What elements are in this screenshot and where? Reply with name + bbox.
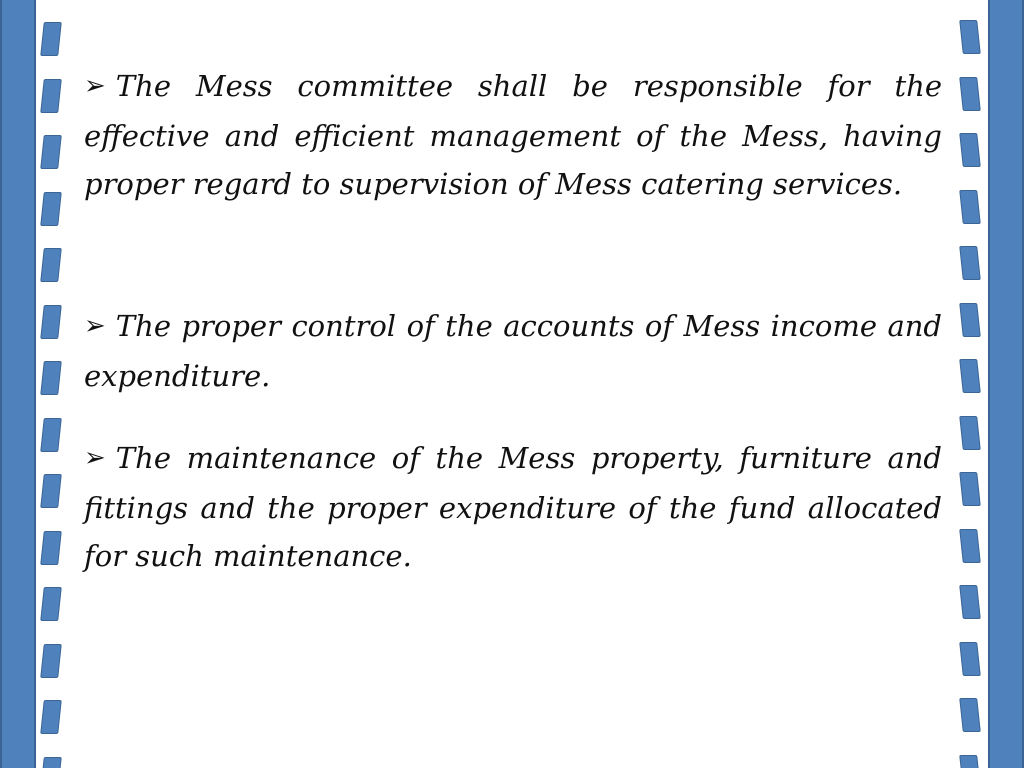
left-film-perforation — [40, 192, 62, 226]
right-film-perforation — [959, 246, 981, 280]
left-film-perforation — [40, 700, 62, 734]
right-film-perforation — [959, 529, 981, 563]
bullet-item — [84, 62, 942, 208]
right-film-perforation — [959, 359, 981, 393]
left-film-perforation — [40, 135, 62, 169]
right-film-perforation — [959, 642, 981, 676]
left-film-perforation — [40, 418, 62, 452]
left-film-strip — [40, 0, 64, 768]
left-film-perforation — [40, 531, 62, 565]
left-film-perforation — [40, 474, 62, 508]
left-film-perforation — [40, 587, 62, 621]
right-film-perforation — [959, 303, 981, 337]
left-film-perforation — [40, 361, 62, 395]
left-film-perforation — [40, 757, 62, 768]
right-film-strip — [958, 0, 982, 768]
left-film-perforation — [40, 248, 62, 282]
right-film-perforation — [959, 416, 981, 450]
bullet-item — [84, 302, 942, 400]
bullet-text: The maintenance of the Mess property, furniture and fittings and the proper expenditure of the fund allocated for such maintenance. — [84, 441, 942, 573]
left-film-perforation — [40, 644, 62, 678]
slide-content — [84, 62, 942, 580]
left-film-perforation — [40, 22, 62, 56]
right-border-bar — [988, 0, 1024, 768]
bullet-text: The proper control of the accounts of Mess income and expenditure. — [84, 309, 942, 393]
bullet-text: The Mess committee shall be responsible for the effective and efficient management of the Mess, having proper regard to supervision of Mess catering services. — [84, 69, 942, 201]
left-film-perforation — [40, 79, 62, 113]
left-film-perforation — [40, 305, 62, 339]
right-film-perforation — [959, 472, 981, 506]
right-film-perforation — [959, 698, 981, 732]
right-film-perforation — [959, 77, 981, 111]
right-film-perforation — [959, 755, 981, 768]
bullet-item — [84, 434, 942, 580]
arrow-bullet-icon: ➢ — [84, 71, 106, 101]
arrow-bullet-icon: ➢ — [84, 443, 106, 473]
right-film-perforation — [959, 133, 981, 167]
right-film-perforation — [959, 190, 981, 224]
left-border-bar — [0, 0, 36, 768]
right-film-perforation — [959, 585, 981, 619]
right-film-perforation — [959, 20, 981, 54]
arrow-bullet-icon: ➢ — [84, 311, 106, 341]
